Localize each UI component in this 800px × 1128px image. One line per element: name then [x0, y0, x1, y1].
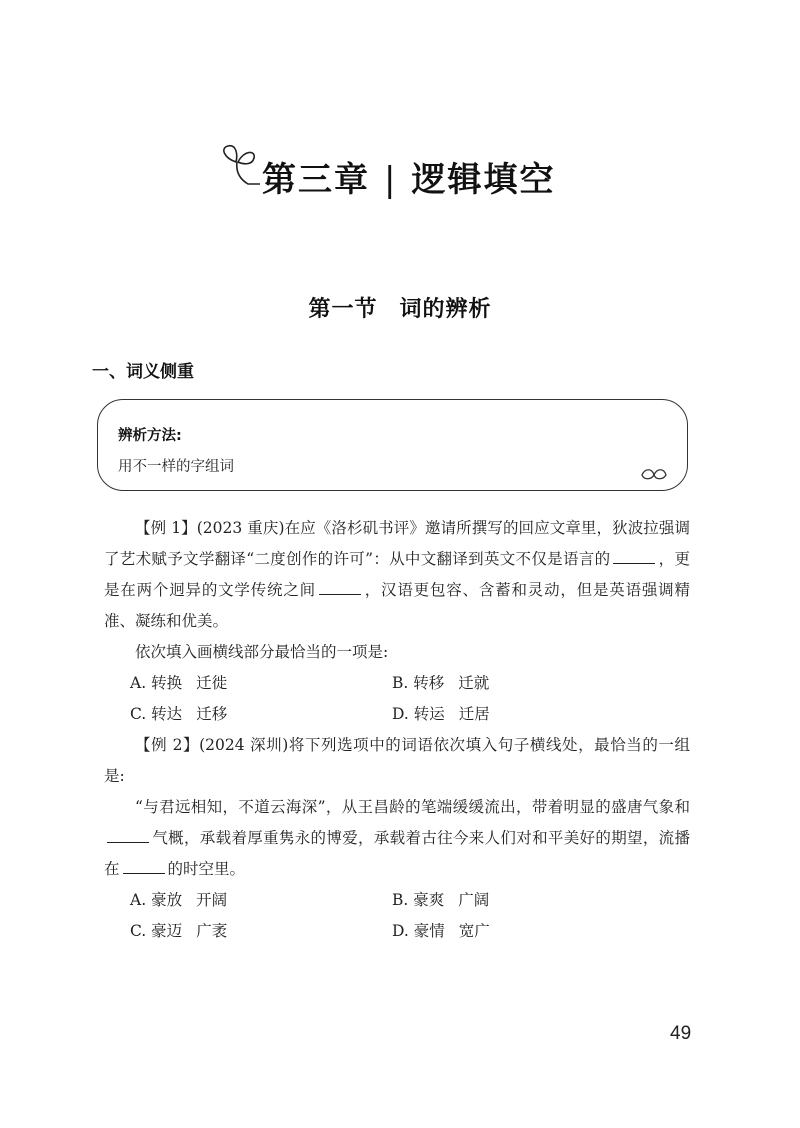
section-number: 第一节: [308, 296, 378, 322]
example-1-question: 依次填入画横线部分最恰当的一项是:: [135, 643, 389, 661]
example-1-options: [130, 668, 690, 730]
chapter-title: [262, 152, 555, 201]
answer-blank: [107, 828, 149, 843]
example-2-stem: “与君远相知，不道云海深”，从王昌龄的笔端缓缓流出，带着明显的盛唐气象和气概，承载着厚重隽永的博爱，承载着古往今来人们对和平美好的期望，流播在 的时空里。: [104, 798, 690, 878]
section-name: 词的辨析: [399, 296, 492, 322]
answer-blank: [123, 859, 165, 874]
option-a: A. 豪放 开阔: [130, 891, 228, 909]
option-a: A. 转换 迁徙: [130, 674, 228, 692]
chapter-separator: |: [384, 160, 398, 200]
subheading: 一、词义侧重: [92, 362, 194, 382]
leaf-icon: [639, 466, 669, 482]
chapter-number: 第三章: [262, 160, 370, 200]
example-2-intro: 【例 2】(2024 深圳)将下列选项中的词语依次填入句子横线处，最恰当的一组是:: [104, 736, 690, 785]
option-b: B. 豪爽 广阔: [392, 891, 490, 909]
chapter-name: 逻辑填空: [411, 160, 556, 200]
page-number: 49: [670, 1023, 692, 1044]
example-2-options: [130, 885, 690, 947]
method-text: 用不一样的字组词: [118, 459, 234, 475]
option-d: D. 豪情 宽广: [392, 922, 490, 940]
answer-blank: [613, 549, 655, 564]
example-1: [104, 513, 690, 730]
option-b: B. 转移 迁就: [392, 674, 490, 692]
example-1-stem: 【例 1】(2023 重庆)在应《洛杉矶书评》邀请所撰写的回应文章里，狄波拉强调了艺术赋予文学翻译“二度创作的许可”：从中文翻译到英文不仅是语言的 ，更是在两个迥异的文学传统之间 ，汉语更包容、含蓄和灵动，但是英语强调精准、凝练和优美。: [104, 519, 690, 630]
section-title: [0, 292, 800, 323]
answer-blank: [319, 580, 361, 595]
option-c: C. 转达 迁移: [130, 705, 228, 723]
option-d: D. 转运 迁居: [392, 705, 490, 723]
example-2: [104, 730, 690, 947]
chapter-header: [214, 140, 574, 210]
method-box: [97, 399, 688, 491]
method-label: 辨析方法:: [118, 428, 182, 444]
option-c: C. 豪迈 广袤: [130, 922, 228, 940]
